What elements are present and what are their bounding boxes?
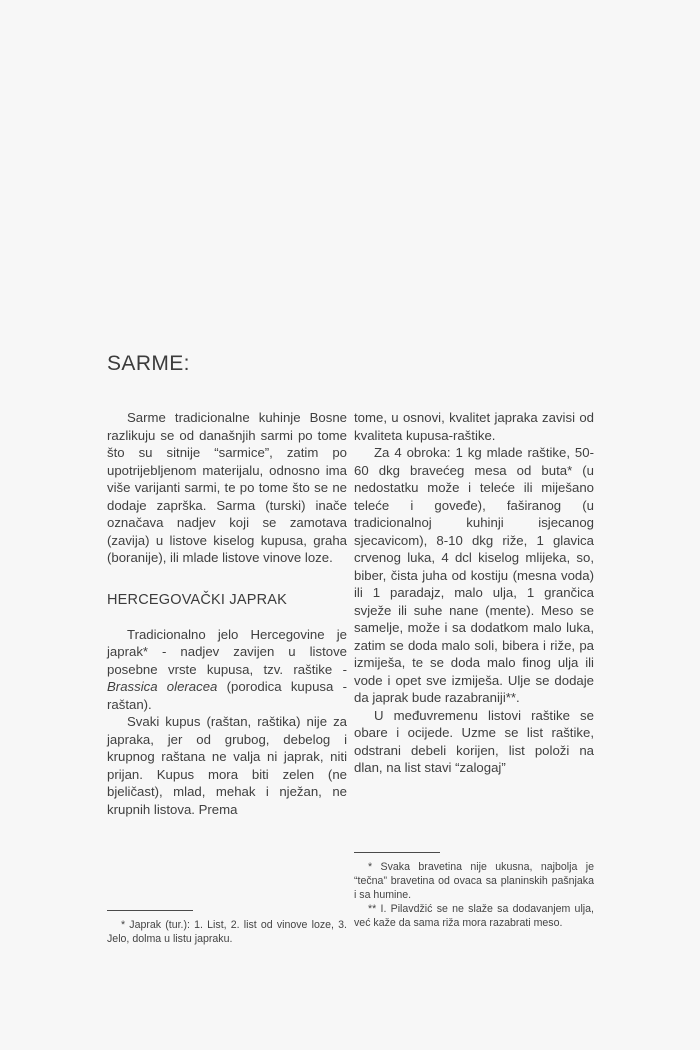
column-left	[107, 409, 347, 818]
footnotes-right	[354, 852, 594, 930]
paragraph-sarme-intro: Sarme tradicionalne kuhinje Bosne razlikuju se od današnjih sarmi po tome što su sitnije “sarmice”, zatim po upotrijebljenom materijalu, odnosno ima više varijanti sarmi, te po tome što se ne dodaje zaprška. Sarma (turski) inače označava nadjev koji se zamotava (zavija) u listove kiselog kupusa, graha (boranije), ili mlade listove vinove loze.	[107, 410, 347, 565]
footnote-separator-rule	[354, 852, 440, 853]
page-title: SARME:	[107, 352, 190, 375]
footnote-bravetina: * Svaka bravetina nije ukusna, najbolja je “tečna” bravetina od ovaca sa planinskih pašnjaka i sa humine.	[354, 861, 594, 901]
footnote-separator-rule	[107, 910, 193, 911]
footnotes-left	[107, 910, 347, 946]
footnote-pilavdzic: ** I. Pilavdžić se ne slaže sa dodavanjem ulja, već kaže da sama riža mora razabrati meso.	[354, 903, 594, 929]
paragraph-japrak-definition	[107, 626, 347, 714]
footnote-japrak-definition: * Japrak (tur.): 1. List, 2. list od vinove loze, 3. Jelo, dolma u listu japraku.	[107, 919, 347, 945]
spacer	[107, 567, 347, 592]
spacer	[107, 609, 347, 626]
section-heading-hercegovacki-japrak: HERCEGOVAČKI JAPRAK	[107, 591, 287, 608]
paragraph-recipe-ingredients: Za 4 obroka: 1 kg mlade raštike, 50-60 dkg bravećeg mesa od buta* (u nedostatku može i teleće ili miješano teleće i goveđe), faširanog (u tradicionalnoj kuhinji isjecanog sjecavicom), 8-10 dkg riže, 1 glavica crvenog luka, 4 dcl kiselog mlijeka, so, biber, čista juha od kostiju (mesna voda) ili 1 paradajz, malo ulja, 1 grančica svježe ili suhe nane (mente). Meso se samelje, može i sa dodatkom malo luka, zatim se doda malo soli, bibera i riže, pa izmiješa, te se doda malo finog ulja ili vode i opet sve izmiješa. Ulje se dodaje da japrak bude razabraniji**.	[354, 445, 594, 705]
paragraph-kupus-quality-continued: tome, u osnovi, kvalitet japraka zavisi od kvaliteta kupusa-raštike.	[354, 410, 594, 443]
paragraph-kupus-quality: Svaki kupus (raštan, raštika) nije za japraka, jer od grubog, debelog i krupnog raštana ne valja ni japrak, niti prijan. Kupus mora biti zelen (ne bjeličast), mlad, mehak i nježan, ne krupnih listova. Prema	[107, 714, 347, 817]
column-right	[354, 409, 594, 777]
scientific-name-brassica-oleracea: Brassica oleracea	[107, 679, 218, 695]
paragraph-japrak-text-before: Tradicionalno jelo Hercegovine je japrak* - nadjev zavijen u listove posebne vrste kupusa, tzv. raštike -	[107, 626, 347, 677]
paragraph-preparation-leaves: U međuvremenu listovi raštike se obare i ocijede. Uzme se list raštike, odstrani debeli korijen, list položi na dlan, na list stavi “zalogaj”	[354, 707, 594, 775]
paragraph-japrak-text-after: (porodica kupusa - raštan).	[107, 679, 347, 712]
